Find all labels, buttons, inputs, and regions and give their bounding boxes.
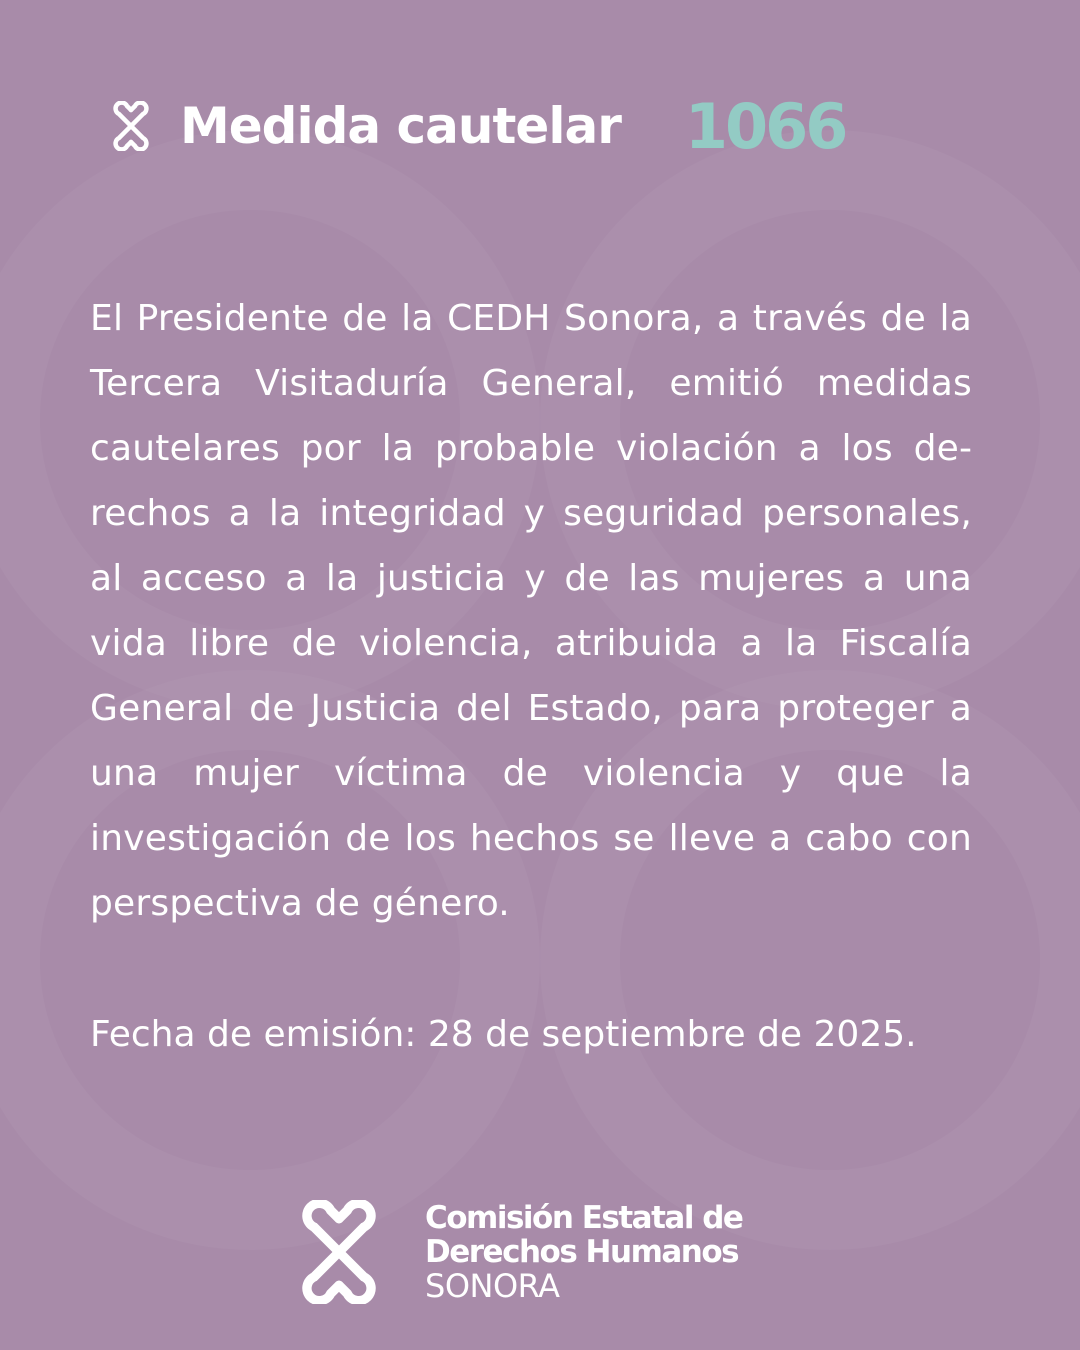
org-name-line1: Comisión Estatal de — [425, 1200, 743, 1236]
org-name-line2: Derechos Humanos — [425, 1234, 739, 1270]
issue-date: Fecha de emisión: 28 de septiembre de 2025. — [90, 1014, 917, 1055]
cedh-logo-icon — [106, 101, 156, 151]
measure-number: 1066 — [684, 89, 846, 163]
cedh-logo-icon — [287, 1200, 391, 1304]
body-paragraph: El Presidente de la CEDH Sonora, a través de la Tercera Visitaduría General, emitió medidas cautelares por la probable violación a los derechos a la integridad y seguridad personales, al acceso a la justicia y de las mujeres a una vida libre de violencia, atribuida a la Fiscalía General de Justicia del Estado, para proteger a una mujer víctima de violencia y que la investigación de los hechos se lleve a cabo con perspectiva de género. — [90, 298, 972, 924]
footer — [287, 1200, 742, 1304]
page-title: Medida cautelar — [180, 97, 621, 155]
header — [106, 88, 845, 164]
organization-name — [425, 1201, 742, 1303]
org-state: SONORA — [425, 1267, 560, 1305]
